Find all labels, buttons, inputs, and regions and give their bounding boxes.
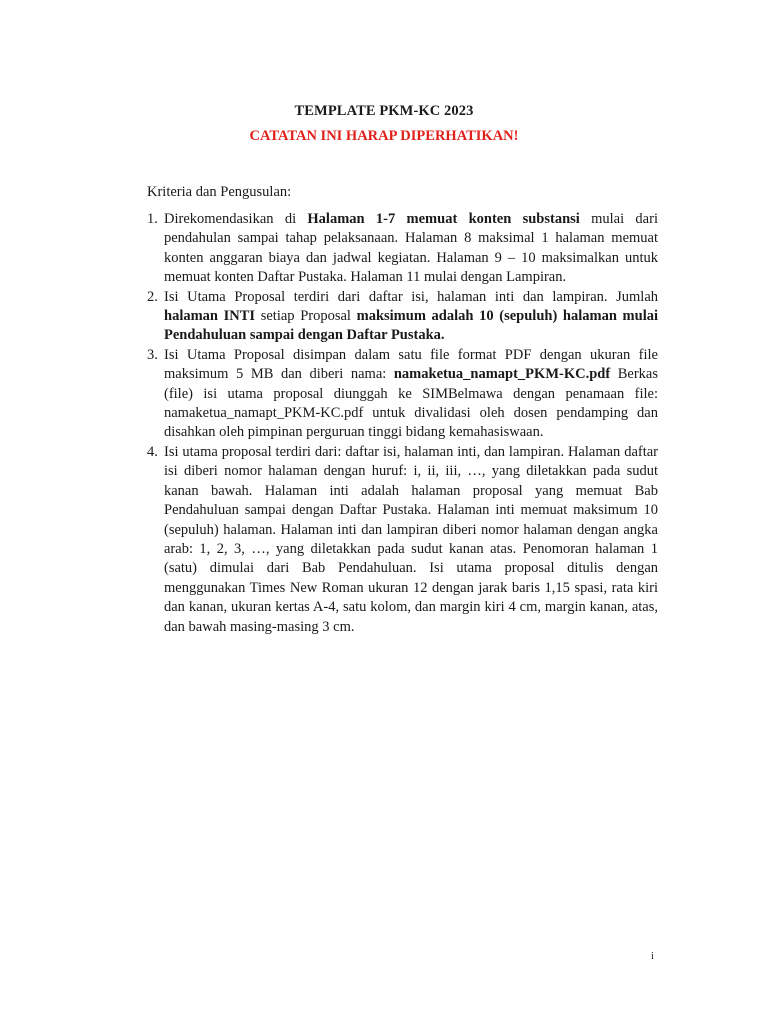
criteria-item-3 — [147, 346, 658, 443]
criteria-heading: Kriteria dan Pengusulan: — [147, 184, 292, 200]
item-number: 1. — [147, 211, 158, 227]
criteria-list — [147, 210, 658, 637]
criteria-item-2 — [147, 288, 658, 346]
item-number: 2. — [147, 288, 158, 305]
item-number: 3. — [147, 346, 158, 363]
item-text: Isi Utama Proposal terdiri dari daftar isi, halaman inti dan lampiran. Jumlah halaman INTI setiap Proposal maksimum adalah 10 (sepuluh) halaman mulai Pendahuluan sampai dengan Daftar Pustaka. — [164, 288, 659, 344]
document-warning-note: CATATAN INI HARAP DIPERHATIKAN! — [249, 128, 519, 144]
item-text: Isi Utama Proposal disimpan dalam satu file format PDF dengan ukuran file maksimum 5 MB dan diberi nama: namaketua_namapt_PKM-KC.pdf Berkas (file) isi utama proposal diunggah ke SIMBelmawa dengan penamaan file: namaketua_namapt_PKM-KC.pdf untuk divalidasi oleh dosen pendamping dan disahkan oleh pimpinan perguruan tinggi bidang kemahasiswaan. — [164, 346, 659, 441]
criteria-item-1 — [147, 210, 658, 288]
item-number: 4. — [147, 443, 158, 460]
item-text: Isi utama proposal terdiri dari: daftar isi, halaman inti, dan lampiran. Halaman daftar isi diberi nomor halaman dengan huruf: i, ii, iii, …, yang diletakkan pada sudut kanan bawah. Halaman inti adalah halaman proposal yang memuat Bab Pendahuluan sampai dengan Daftar Pustaka. Halaman inti memuat maksimum 10 (sepuluh) halaman. Halaman inti dan lampiran diberi nomor halaman dengan angka arab: 1, 2, 3, …, yang diletakkan pada sudut kanan atas. Penomoran halaman 1 (satu) dimulai dari Bab Pendahuluan. Isi utama proposal ditulis dengan menggunakan Times New Roman ukuran 12 dengan jarak baris 1,15 spasi, rata kiri dan kanan, ukuran kertas A-4, satu kolom, dan margin kiri 4 cm, margin kanan, atas, dan bawah masing-masing 3 cm. — [164, 443, 658, 635]
criteria-item-4 — [147, 443, 658, 637]
item-text: Direkomendasikan di Halaman 1-7 memuat konten substansi mulai dari pendahulan sampai tahap pelaksanaan. Halaman 8 maksimal 1 halaman memuat konten anggaran biaya dan jadwal kegiatan. Halaman 9 – 10 maksimalkan untuk memuat konten Daftar Pustaka. Halaman 11 mulai dengan Lampiran. — [164, 211, 658, 286]
document-title: TEMPLATE PKM-KC 2023 — [294, 103, 474, 119]
page-number: i — [651, 951, 654, 962]
